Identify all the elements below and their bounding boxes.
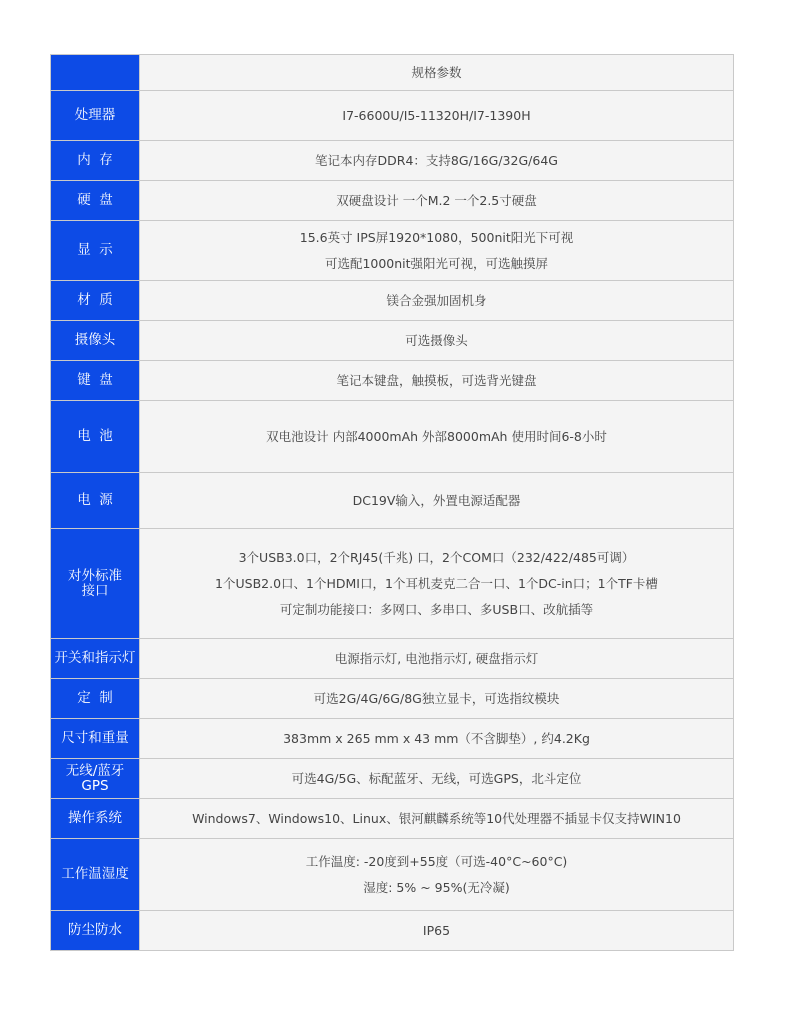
spec-row (51, 221, 734, 281)
spec-label-line: 电 池 (77, 428, 113, 444)
spec-label (51, 679, 140, 719)
spec-value (140, 911, 734, 951)
spec-label-line: 接口 (81, 582, 109, 599)
spec-label-line: 内 存 (77, 152, 113, 168)
spec-label-line: 工作温湿度 (61, 866, 129, 882)
spec-label-line: 定 制 (77, 690, 113, 706)
spec-value (140, 759, 734, 799)
spec-row (51, 719, 734, 759)
spec-value-line: 笔记本键盘，触摸板，可选背光键盘 (336, 372, 537, 388)
spec-value (140, 361, 734, 401)
spec-header-label (51, 55, 140, 91)
spec-header-title: 规格参数 (140, 55, 734, 91)
spec-value (140, 91, 734, 141)
spec-label (51, 473, 140, 529)
spec-row (51, 141, 734, 181)
spec-label (51, 221, 140, 281)
spec-label-line: 对外标准 (68, 567, 122, 584)
spec-value (140, 401, 734, 473)
spec-value-line: I7-6600U/I5-11320H/I7-1390H (342, 107, 531, 123)
spec-label-line: 硬 盘 (77, 192, 113, 208)
spec-label (51, 911, 140, 951)
spec-label-line: 无线/蓝牙 (65, 762, 125, 779)
spec-label-line: 开关和指示灯 (54, 650, 136, 666)
spec-value (140, 181, 734, 221)
spec-value (140, 799, 734, 839)
spec-label-line: 电 源 (77, 492, 113, 508)
spec-row (51, 181, 734, 221)
spec-label-line: 键 盘 (77, 372, 113, 388)
spec-value (140, 473, 734, 529)
spec-label (51, 281, 140, 321)
spec-row (51, 529, 734, 639)
spec-label-line: 材 质 (77, 292, 113, 308)
spec-value-line: 笔记本内存DDR4：支持8G/16G/32G/64G (315, 152, 558, 168)
spec-label (51, 181, 140, 221)
spec-label-line: 摄像头 (74, 332, 116, 348)
spec-value-line: 双硬盘设计 一个M.2 一个2.5寸硬盘 (336, 192, 537, 208)
spec-label (51, 361, 140, 401)
spec-label (51, 839, 140, 911)
spec-value-line: IP65 (422, 922, 451, 938)
spec-value-line: 可选4G/5G、标配蓝牙、无线，可选GPS，北斗定位 (291, 770, 582, 786)
spec-row (51, 911, 734, 951)
spec-value (140, 321, 734, 361)
spec-value (140, 719, 734, 759)
spec-value-line: DC19V输入，外置电源适配器 (352, 492, 521, 508)
spec-row (51, 679, 734, 719)
spec-value (140, 839, 734, 911)
spec-row (51, 281, 734, 321)
spec-value-line: 可选摄像头 (405, 332, 468, 348)
spec-value-line: 电源指示灯, 电池指示灯, 硬盘指示灯 (334, 650, 539, 666)
spec-value-line: Windows7、Windows10、Linux、银河麒麟系统等10代处理器不插显卡仅支持WIN10 (192, 810, 681, 826)
spec-label-line: 尺寸和重量 (61, 730, 129, 746)
spec-label (51, 719, 140, 759)
spec-label (51, 529, 140, 639)
spec-row (51, 91, 734, 141)
spec-value (140, 141, 734, 181)
spec-value (140, 529, 734, 639)
spec-row (51, 321, 734, 361)
spec-value-line: 可选2G/4G/6G/8G独立显卡，可选指纹模块 (313, 690, 560, 706)
spec-row (51, 839, 734, 911)
spec-label (51, 799, 140, 839)
spec-value (140, 221, 734, 281)
spec-value-line: 双电池设计 内部4000mAh 外部8000mAh 使用时间6-8小时 (266, 428, 607, 444)
spec-value-line: 383mm x 265 mm x 43 mm（不含脚垫）, 约4.2Kg (283, 730, 590, 746)
spec-label-line: 显 示 (77, 242, 113, 258)
spec-value-line: 1个USB2.0口、1个HDMI口，1个耳机麦克二合一口、1个DC-in口；1个TF卡槽 (215, 575, 658, 591)
spec-row (51, 799, 734, 839)
spec-label-line: 处理器 (74, 107, 116, 123)
spec-row (51, 401, 734, 473)
spec-value-line: 可选配1000nit强阳光可视，可选触摸屏 (324, 255, 549, 271)
spec-header-row (51, 55, 734, 91)
spec-row (51, 639, 734, 679)
spec-label-line: 防尘防水 (68, 922, 122, 938)
spec-label (51, 759, 140, 799)
spec-value (140, 679, 734, 719)
spec-row (51, 361, 734, 401)
spec-value-line: 可定制功能接口：多网口、多串口、多USB口、改航插等 (279, 601, 594, 617)
spec-label (51, 91, 140, 141)
spec-label-line: 操作系统 (68, 810, 122, 826)
spec-value-line: 镁合金强加固机身 (386, 292, 487, 308)
spec-label (51, 401, 140, 473)
spec-value-line: 3个USB3.0口，2个RJ45(千兆) 口，2个COM口（232/422/485可调） (238, 549, 635, 565)
spec-row (51, 473, 734, 529)
spec-row (51, 759, 734, 799)
spec-value-line: 湿度: 5% ~ 95%(无冷凝) (363, 879, 510, 895)
spec-value-line: 15.6英寸 IPS屏1920*1080，500nit阳光下可视 (299, 229, 574, 245)
spec-label (51, 639, 140, 679)
spec-value (140, 639, 734, 679)
spec-label (51, 141, 140, 181)
spec-value (140, 281, 734, 321)
spec-value-line: 工作温度: -20度到+55度（可选-40°C~60°C) (305, 853, 568, 869)
spec-table (50, 54, 734, 951)
spec-label (51, 321, 140, 361)
spec-label-line: GPS (81, 777, 109, 794)
